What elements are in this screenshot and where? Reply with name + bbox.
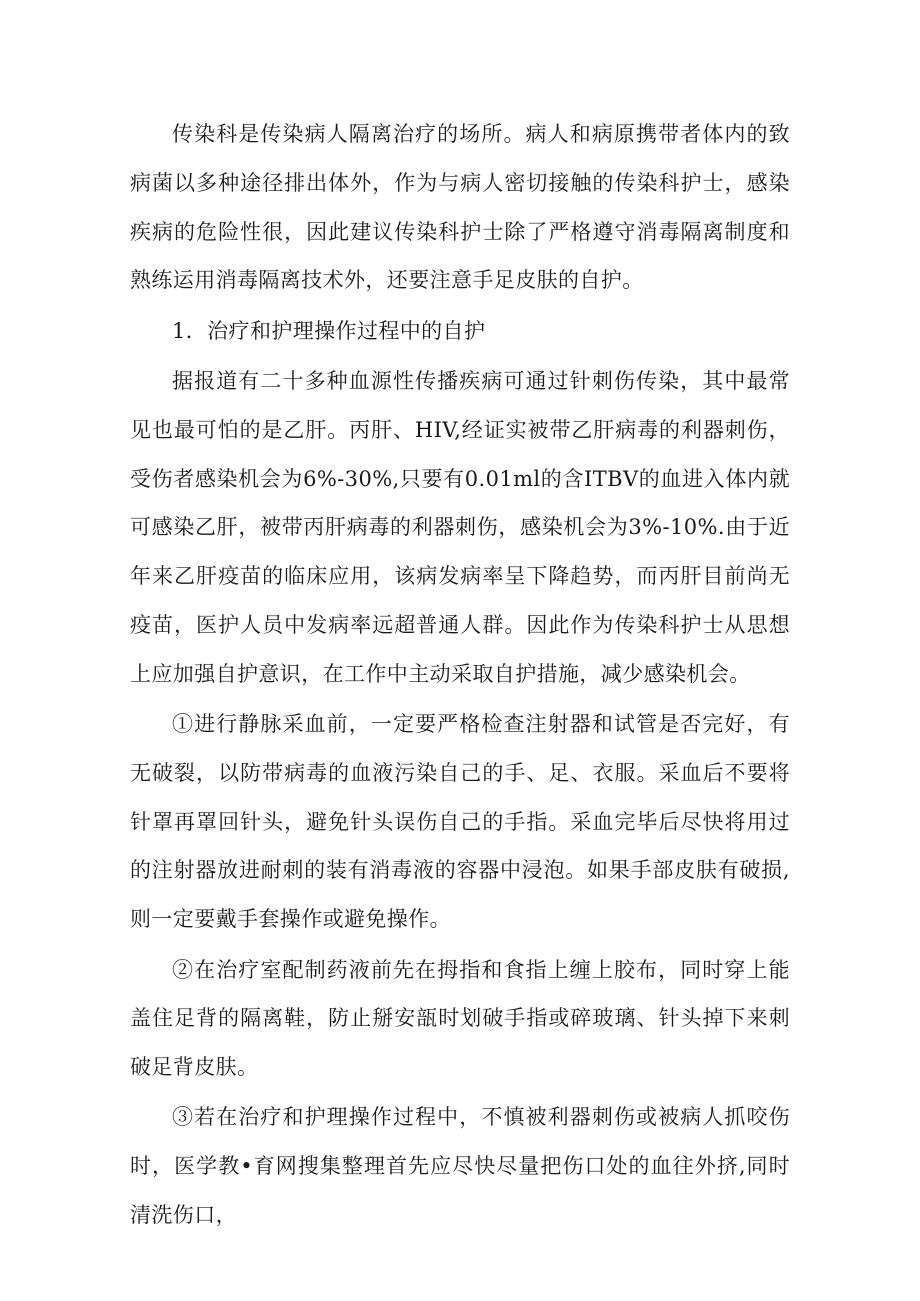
document-page [130,110,790,1240]
body-paragraph-bloodborne: 据报道有二十多种血源性传播疾病可通过针刺伤传染，其中最常见也最可怕的是乙肝。丙肝、HIV,经证实被带乙肝病毒的利器刺伤，受伤者感染机会为6%-30%,只要有0.01ml的含ITBV的血进入体内就可感染乙肝，被带丙肝病毒的利器刺伤，感染机会为3%-10%.由于近年来乙肝疫苗的临床应用，该病发病率呈下降趋势，而丙肝目前尚无疫苗，医护人员中发病率远超普通人群。因此作为传染科护士从思想上应加强自护意识，在工作中主动采取自护措施，减少感染机会。 [130,368,790,686]
list-item-3: ③若在治疗和护理操作过程中，不慎被利器刺伤或被病人抓咬伤时，医学教•育网搜集整理首先应尽快尽量把伤口处的血往外挤,同时清洗伤口， [130,1105,790,1228]
list-item-2: ②在治疗室配制药液前先在拇指和食指上缠上胶布，同时穿上能盖住足背的隔离鞋，防止掰安瓿时划破手指或碎玻璃、针头掉下来刺破足背皮肤。 [130,957,790,1080]
section-heading: 1．治疗和护理操作过程中的自护 [172,318,486,343]
intro-paragraph: 传染科是传染病人隔离治疗的场所。病人和病原携带者体内的致病菌以多种途径排出体外，作为与病人密切接触的传染科护士，感染疾病的危险性很，因此建议传染科护士除了严格遵守消毒隔离制度和熟练运用消毒隔离技术外，还要注意手足皮肤的自护。 [130,122,790,293]
list-item-1: ①进行静脉采血前，一定要严格检查注射器和试管是否完好，有无破裂，以防带病毒的血液污染自己的手、足、衣服。采血后不要将针罩再罩回针头，避免针头误伤自己的手指。采血完毕后尽快将用过的注射器放进耐刺的装有消毒液的容器中浸泡。如果手部皮肤有破损,则一定要戴手套操作或避免操作。 [130,712,790,932]
